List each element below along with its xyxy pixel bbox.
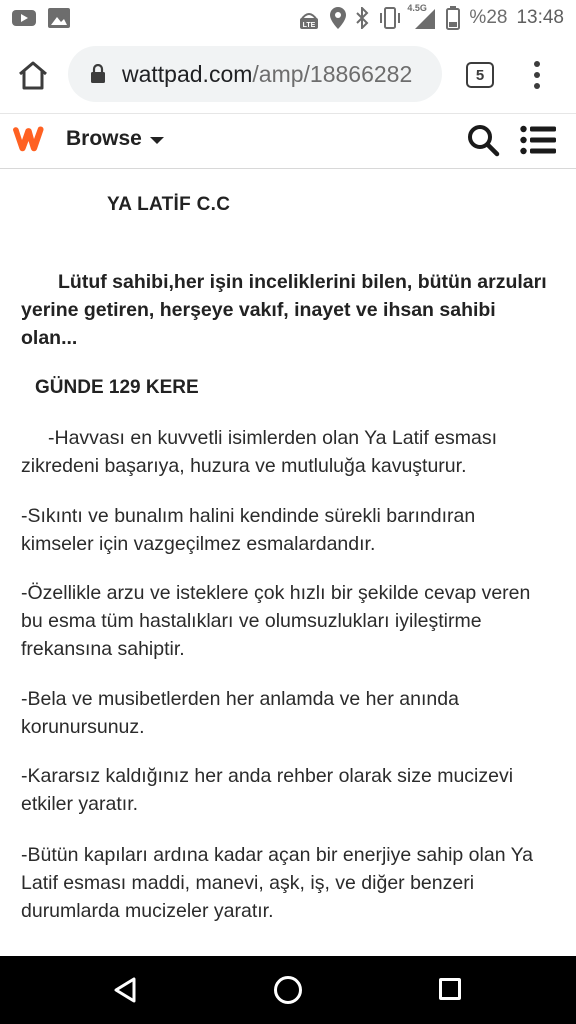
- signal-icon: [407, 3, 437, 29]
- menu-dot-icon: [534, 72, 540, 78]
- url-path: /amp/18866282: [252, 60, 413, 87]
- browse-label: Browse: [66, 127, 142, 150]
- url-text: [122, 61, 412, 88]
- reading-list-icon[interactable]: [520, 125, 556, 155]
- menu-dot-icon: [534, 61, 540, 67]
- status-time: 13:48: [516, 7, 564, 28]
- url-domain: wattpad.com: [122, 60, 253, 87]
- volte-icon: [297, 6, 321, 30]
- search-icon[interactable]: [466, 123, 500, 157]
- vibrate-icon: [378, 7, 402, 29]
- network-type-label: 4.5G: [407, 3, 427, 13]
- tab-switcher-button[interactable]: [466, 62, 494, 88]
- browser-toolbar: [0, 36, 576, 114]
- wattpad-logo-icon[interactable]: [10, 123, 48, 155]
- browse-dropdown[interactable]: [66, 127, 164, 151]
- bluetooth-icon: [355, 7, 369, 29]
- story-paragraph: -Sıkıntı ve bunalım halini kendinde sürekli barındıran kimseler için vazgeçilmez esmalardandır.: [21, 505, 476, 555]
- overflow-menu-button[interactable]: [524, 58, 550, 92]
- story-paragraph: -Bela ve musibetlerden her anlamda ve her anında korunursunuz.: [21, 688, 459, 738]
- lock-icon: [88, 63, 108, 85]
- count-heading: GÜNDE 129 KERE: [35, 377, 199, 398]
- story-content: [0, 169, 576, 956]
- story-paragraph: -Kararsız kaldığınız her anda rehber olarak size mucizevi etkiler yaratır.: [21, 765, 514, 815]
- story-paragraph: -Bütün kapıları ardına kadar açan bir enerjiye sahip olan Ya Latif esması maddi, manevi, aşk, iş, ve diğer benzeri durumlarda mucizeler yaratır.: [21, 844, 534, 922]
- home-nav-icon[interactable]: [274, 976, 302, 1004]
- tab-count: 5: [475, 66, 485, 84]
- menu-dot-icon: [534, 83, 540, 89]
- youtube-icon: [12, 9, 36, 27]
- battery-icon: [446, 6, 460, 30]
- system-nav-bar: [0, 956, 576, 1024]
- home-button[interactable]: [12, 55, 54, 95]
- url-bar[interactable]: [68, 46, 442, 102]
- story-paragraph: -Özellikle arzu ve isteklere çok hızlı bir şekilde cevap veren bu esma tüm hastalıkları ve olumsuzlukları iyileştirme frekansına sahiptir.: [21, 582, 531, 660]
- story-title: YA LATİF C.C: [107, 194, 231, 215]
- battery-percent: %28: [469, 7, 508, 28]
- story-intro: Lütuf sahibi,her işin inceliklerini bilen, bütün arzuları yerine getiren, herşeye vakıf, inayet ve ihsan sahibi olan...: [21, 271, 547, 349]
- story-paragraph: -Havvası en kuvvetli isimlerden olan Ya Latif esması zikredeni başarıya, huzura ve mutluluğa kavuşturur.: [21, 427, 498, 477]
- image-icon: [48, 8, 70, 28]
- location-icon: [330, 7, 346, 29]
- caret-down-icon: [150, 137, 164, 144]
- recent-apps-icon[interactable]: [439, 978, 461, 1000]
- back-icon[interactable]: [112, 976, 140, 1004]
- home-icon: [17, 60, 49, 90]
- status-bar: [0, 0, 576, 36]
- svg-text:LTE: LTE: [303, 22, 316, 29]
- wattpad-header: [0, 114, 576, 169]
